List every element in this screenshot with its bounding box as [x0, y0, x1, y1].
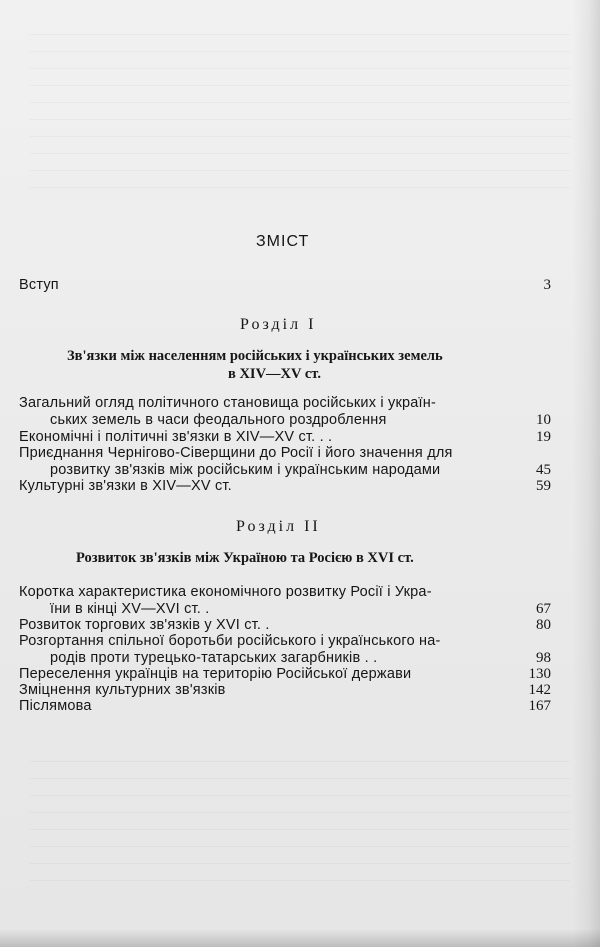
entry-line: Зміцнення культурних зв'язків [19, 682, 226, 698]
section-1-label: Розділ І [240, 316, 317, 333]
entry-line: їни в кінці XV—XVI ст. . [50, 601, 210, 617]
entry-page-number: 98 [536, 650, 551, 666]
entry-page-number: 10 [536, 412, 551, 428]
section-1-title-line-1: Зв'язки між населенням російських і українських земель [67, 348, 443, 364]
entry-page-number: 45 [536, 462, 551, 478]
show-through-text-lower [30, 745, 570, 905]
intro-label: Вступ [19, 277, 59, 293]
entry-page-number: 80 [536, 617, 551, 633]
entry-line: Загальний огляд політичного становища російських і україн- [19, 395, 437, 411]
intro-page-number: 3 [543, 277, 551, 293]
entry-line: Розвиток торгових зв'язків у XVI ст. . [19, 617, 270, 633]
entry-line: Коротка характеристика економічного розвитку Росії і Укра- [19, 584, 432, 600]
entry-line: Економічні і політичні зв'язки в XIV—XV ст. . . [19, 429, 333, 445]
entry-line: родів проти турецько-татарських загарбників . . [50, 650, 378, 666]
entry-page-number: 59 [536, 478, 551, 494]
entry-line: Розгортання спільної боротьби російського і українського на- [19, 633, 441, 649]
page-edge-shadow [572, 0, 600, 947]
entry-line: Переселення українців на територію Російської держави [19, 666, 412, 682]
show-through-text [30, 18, 570, 208]
entry-page-number: 67 [536, 601, 551, 617]
entry-line: розвитку зв'язків між російським і українським народами [50, 462, 441, 478]
section-2-title-line-1: Розвиток зв'язків між Україною та Росією в XVI ст. [76, 550, 414, 566]
entry-line: Культурні зв'язки в XIV—XV ст. [19, 478, 232, 494]
section-2-label: Розділ II [236, 518, 321, 535]
entry-page-number: 167 [528, 698, 551, 714]
section-1-title-line-2: в XIV—XV ст. [228, 366, 321, 382]
entry-page-number: 142 [528, 682, 551, 698]
entry-line: Приєднання Чернігово-Сіверщини до Росії і його значення для [19, 445, 453, 461]
entry-page-number: 130 [528, 666, 551, 682]
entry-line: ських земель в часи феодального роздроблення [50, 412, 387, 428]
contents-title: ЗМІСТ [256, 233, 310, 250]
entry-page-number: 19 [536, 429, 551, 445]
page-bottom-edge [0, 929, 600, 947]
entry-line: Післямова [19, 698, 92, 714]
